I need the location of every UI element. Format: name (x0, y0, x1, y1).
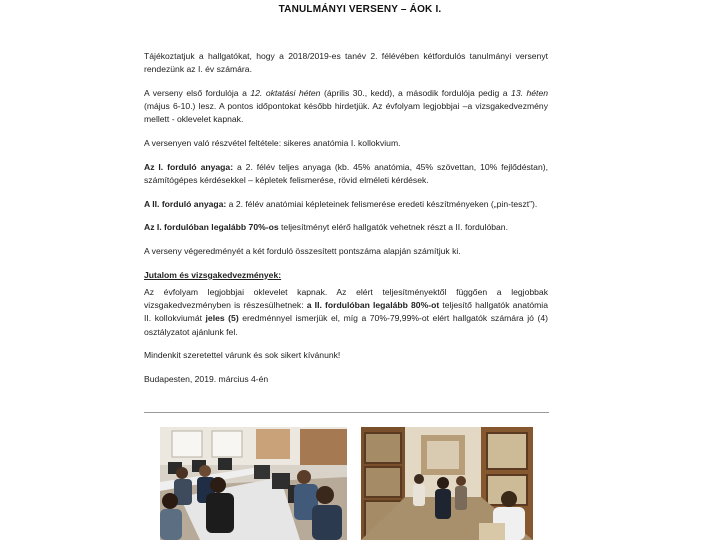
photo-anatomy-museum (361, 427, 533, 540)
second-round-week: 13. héten (511, 87, 549, 98)
paragraph-result: A verseny végeredményét a két forduló összesített pontszáma alapján számítjuk ki. (144, 246, 461, 257)
paragraph-round-one: Az I. forduló anyaga: a 2. félév teljes anyaga (kb. 45% anatómia, 45% szövettan, 10% fejlődéstan), számítógépes kérdésekkel – képletek felismerése, rövid elméleti kérdések. (144, 161, 548, 185)
paragraph-rewards: Az évfolyam legjobbjai oklevelet kapnak. Az elért teljesítményektől függően a legjobbak vizsgakedvezményben is részesülhetnek: a II. fordulóban legalább 80%-ot teljesítő hallgatók anatómia II. kollokviumát jeles (5) eredménnyel ismerjük el, míg a 70%-79,99%-ot elért hallgatók számára jó (4) osztályzatot ajánlunk fel. (144, 286, 548, 337)
round-two-label: A II. forduló anyaga: (144, 198, 227, 209)
anatomy-museum-image (361, 427, 533, 540)
paragraph-condition: A versenyen való részvétel feltétele: sikeres anatómia I. kollokvium. (144, 138, 401, 149)
first-round-week: 12. oktatási héten (250, 87, 321, 98)
paragraph-round-two: A II. forduló anyaga: a 2. félév anatómiai képleteinek felismerése eredeti készítményeken („pin-teszt”). (144, 198, 538, 209)
document-title: TANULMÁNYI VERSENY – ÁOK I. (278, 4, 442, 15)
divider-line (144, 412, 549, 413)
paragraph-closing: Mindenkit szeretettel várunk és sok sikert kívánunk! (144, 350, 341, 361)
rewards-heading: Jutalom és vizsgakedvezmények: (144, 269, 282, 280)
photo-computer-lab (160, 427, 347, 540)
paragraph-date: Budapesten, 2019. március 4-én (144, 373, 269, 384)
round-one-label: Az I. forduló anyaga: (144, 161, 234, 172)
computer-lab-image (160, 427, 347, 540)
paragraph-threshold: Az I. fordulóban legalább 70%-os teljesítményt elérő hallgatók vehetnek részt a II. fordulóban. (144, 222, 508, 233)
threshold-label: Az I. fordulóban legalább 70%-os (144, 222, 279, 233)
paragraph-intro: Tájékoztatjuk a hallgatókat, hogy a 2018/2019-es tanév 2. félévében kétfordulós tanulmányi versenyt rendezünk az I. év számára. (144, 51, 548, 75)
reward-threshold: a II. fordulóban legalább 80%-ot (306, 300, 440, 311)
reward-grade: jeles (5) (205, 313, 239, 324)
paragraph-schedule: A verseny első fordulója a 12. oktatási héten (április 30., kedd), a második fordulója pedig a 13. héten (május 6-10.) lesz. A pontos időpontokat később hirdetjük. Az évfolyam legjobbjai –a vizsgakedvezmény mellett - oklevelet kapnak. (144, 87, 549, 125)
document-body (144, 50, 548, 397)
